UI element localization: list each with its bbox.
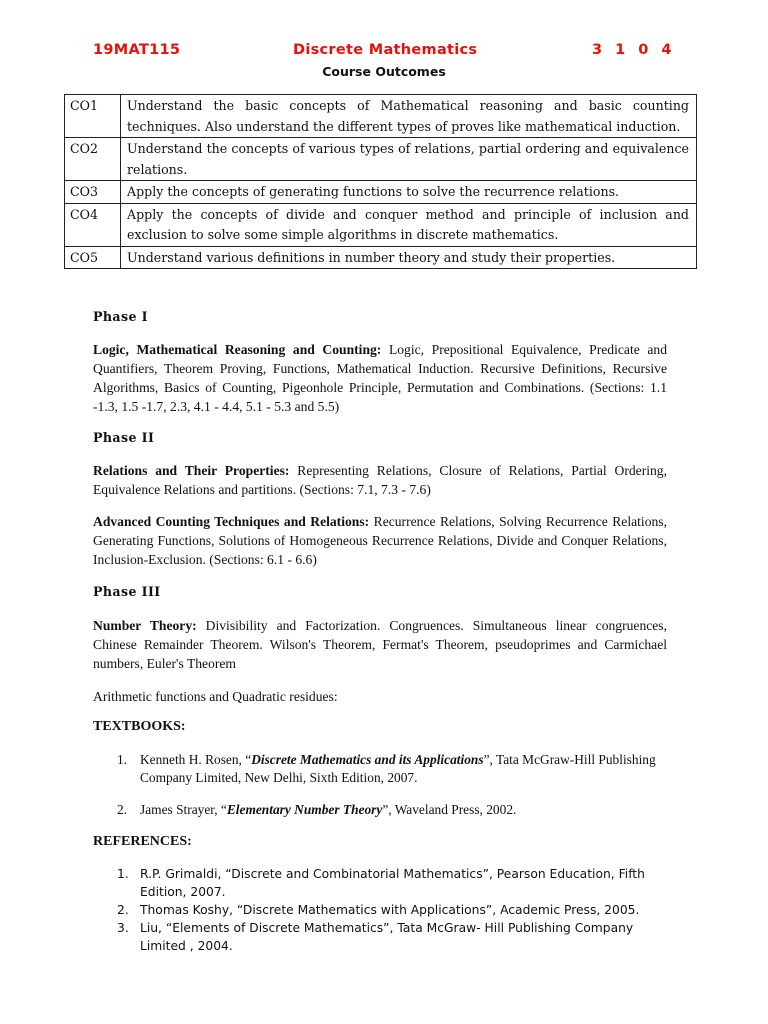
textbooks-heading: TEXTBOOKS: [93, 719, 186, 734]
table-row [65, 138, 697, 181]
outcome-description: Apply the concepts of divide and conquer method and principle of inclusion and exclusion to solve some simple algorithms in discrete mathematics. [121, 203, 697, 246]
outcome-id: CO1 [65, 95, 121, 138]
phase-2-heading: Phase II [93, 430, 155, 445]
textbook-publisher: ”, Waveland Press, 2002. [382, 802, 517, 817]
list-number: 1. [117, 867, 129, 881]
list-number: 2. [117, 802, 128, 817]
outcome-description: Understand the basic concepts of Mathematical reasoning and basic counting techniques. Also understand the different types of proves like mathematical induction. [121, 95, 697, 138]
reference-text: R.P. Grimaldi, “Discrete and Combinatorial Mathematics”, Pearson Education, Fifth Edition, 2007. [140, 867, 645, 899]
course-outcomes-heading: Course Outcomes [322, 64, 446, 79]
reference-text: Liu, “Elements of Discrete Mathematics”, Tata McGraw- Hill Publishing Company Limited , 2004. [140, 921, 634, 953]
list-item [93, 801, 673, 819]
list-item [93, 901, 673, 919]
list-item [93, 751, 673, 787]
phase-2-topic-relations: Relations and Their Properties: [93, 463, 290, 478]
reference-text: Thomas Koshy, “Discrete Mathematics with Applications”, Academic Press, 2005. [140, 903, 640, 917]
phase-3-heading: Phase III [93, 584, 161, 599]
phase-2-content-counting [93, 512, 667, 569]
textbook-title: Discrete Mathematics and its Applications [251, 752, 484, 767]
textbook-author: Kenneth H. Rosen, “ [140, 752, 252, 767]
outcome-description: Understand various definitions in number theory and study their properties. [121, 246, 697, 269]
list-number: 3. [117, 921, 129, 935]
phase-1-content [93, 340, 667, 416]
phase-3-content [93, 616, 667, 673]
table-row [65, 246, 697, 269]
phase-2-topic-counting: Advanced Counting Techniques and Relations: [93, 514, 370, 529]
outcome-description: Apply the concepts of generating functions to solve the recurrence relations. [121, 181, 697, 204]
textbook-author: James Strayer, “ [140, 802, 227, 817]
table-row [65, 203, 697, 246]
textbook-publisher: ”, Tata McGraw-Hill Publishing Company Limited, New Delhi, Sixth Edition, 2007. [140, 752, 656, 785]
table-row [65, 95, 697, 138]
outcome-id: CO5 [65, 246, 121, 269]
references-list [93, 865, 673, 955]
list-number: 2. [117, 903, 129, 917]
course-outcomes-table [64, 94, 697, 269]
phase-3-body: Divisibility and Factorization. Congruences. Simultaneous linear congruences, Chinese Remainder Theorem. Wilson's Theorem, Fermat's Theorem, pseudoprimes and Carmichael numbers, Euler's Theorem [93, 618, 667, 671]
list-number: 1. [117, 752, 128, 767]
textbooks-list [93, 751, 673, 819]
references-heading: REFERENCES: [93, 834, 192, 849]
phase-3-topic: Number Theory: [93, 618, 197, 633]
course-title: Discrete Mathematics [293, 42, 478, 58]
phase-2-content-relations [93, 461, 667, 499]
outcome-id: CO4 [65, 203, 121, 246]
phase-2-body-counting: Recurrence Relations, Solving Recurrence Relations, Generating Functions, Solutions of Homogeneous Recurrence Relations, Divide and Conquer Relations, Inclusion-Exclusion. (Sections: 6.1 - 6.6) [93, 514, 667, 567]
outcome-id: CO2 [65, 138, 121, 181]
course-code: 19MAT115 [93, 42, 181, 58]
list-item [93, 865, 673, 901]
phase-1-topic: Logic, Mathematical Reasoning and Counting: [93, 342, 382, 357]
course-credits: 3 1 0 4 [592, 42, 676, 58]
outcome-description: Understand the concepts of various types of relations, partial ordering and equivalence relations. [121, 138, 697, 181]
table-row [65, 181, 697, 204]
phase-2-body-relations: Representing Relations, Closure of Relations, Partial Ordering, Equivalence Relations and partitions. (Sections: 7.1, 7.3 - 7.6) [93, 463, 667, 497]
list-item [93, 919, 673, 955]
textbook-title: Elementary Number Theory [226, 802, 383, 817]
outcome-id: CO3 [65, 181, 121, 204]
phase-1-heading: Phase I [93, 309, 148, 324]
phase-3-extra: Arithmetic functions and Quadratic residues: [93, 689, 338, 704]
phase-1-body: Logic, Prepositional Equivalence, Predicate and Quantifiers, Theorem Proving, Functions, Mathematical Induction. Recursive Definitions, Recursive Algorithms, Basics of Counting, Pigeonhole Principle, Permutation and Combinations. (Sections: 1.1 -1.3, 1.5 -1.7, 2.3, 4.1 - 4.4, 5.1 - 5.3 and 5.5) [93, 342, 667, 414]
